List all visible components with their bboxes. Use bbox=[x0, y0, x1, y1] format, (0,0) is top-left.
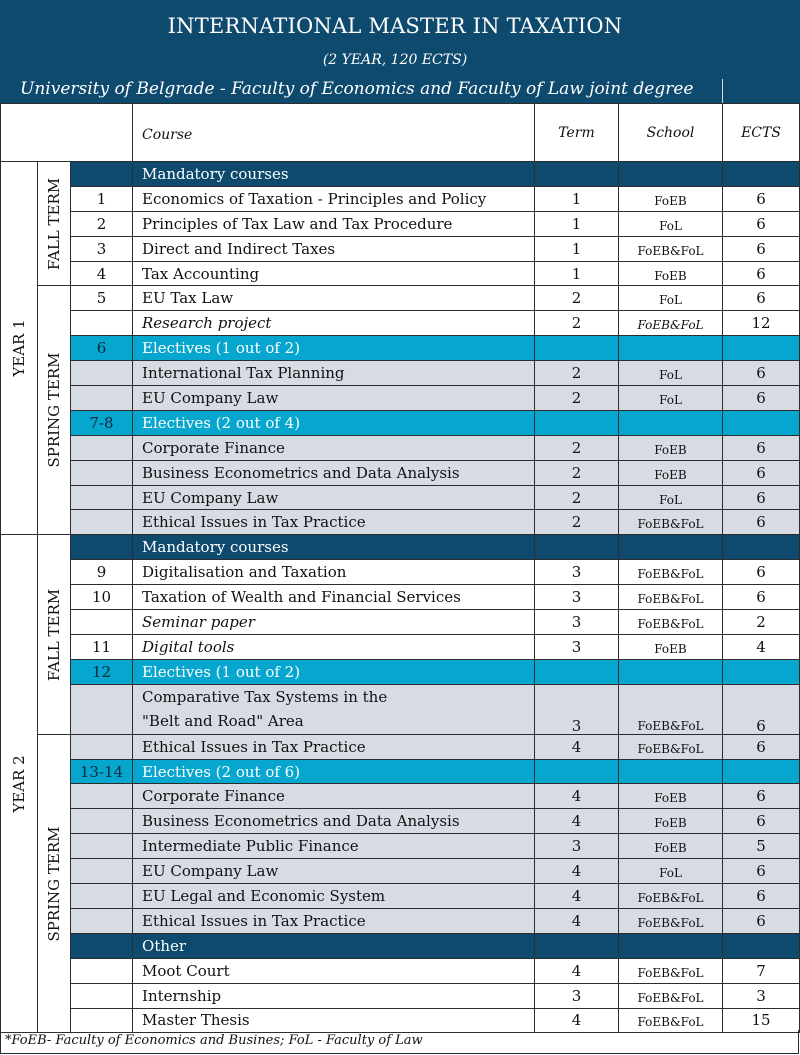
course-school: FoEB&FoL bbox=[619, 983, 723, 1008]
year-label-text: YEAR 2 bbox=[10, 755, 28, 813]
course-term: 4 bbox=[535, 784, 619, 809]
course-name: Master Thesis bbox=[133, 1008, 535, 1033]
section-row bbox=[1, 336, 800, 361]
course-ects: 6 bbox=[723, 460, 800, 485]
course-term: 3 bbox=[535, 585, 619, 610]
course-name: Business Econometrics and Data Analysis bbox=[133, 809, 535, 834]
row-number: 11 bbox=[71, 634, 133, 659]
course-ects: 6 bbox=[723, 485, 800, 510]
course-row bbox=[1, 236, 800, 261]
header-blank-cell bbox=[1, 104, 133, 162]
column-header-term: Term bbox=[535, 104, 619, 162]
course-name: Business Econometrics and Data Analysis bbox=[133, 460, 535, 485]
section-title: Electives (1 out of 2) bbox=[133, 336, 535, 361]
row-number: 6 bbox=[71, 336, 133, 361]
term-label-text: FALL TERM bbox=[45, 177, 63, 270]
course-name: Digital tools bbox=[133, 634, 535, 659]
section-blank bbox=[535, 535, 619, 560]
course-row bbox=[1, 859, 800, 884]
course-name: EU Company Law bbox=[133, 386, 535, 411]
term-label-text: SPRING TERM bbox=[45, 826, 63, 942]
section-row bbox=[1, 659, 800, 684]
course-school: FoEB bbox=[619, 784, 723, 809]
course-row bbox=[1, 261, 800, 286]
course-ects: 6 bbox=[723, 784, 800, 809]
course-ects: 12 bbox=[723, 311, 800, 336]
section-blank bbox=[619, 535, 723, 560]
row-number bbox=[71, 311, 133, 336]
row-number: 2 bbox=[71, 211, 133, 236]
course-school: FoEB&FoL bbox=[619, 684, 723, 734]
course-ects: 6 bbox=[723, 560, 800, 585]
course-school: FoEB&FoL bbox=[619, 734, 723, 759]
course-name: EU Company Law bbox=[133, 859, 535, 884]
course-name-line2: "Belt and Road" Area bbox=[142, 712, 304, 731]
section-blank bbox=[723, 759, 800, 784]
course-school: FoEB&FoL bbox=[619, 236, 723, 261]
row-number bbox=[71, 485, 133, 510]
section-title: Electives (2 out of 4) bbox=[133, 410, 535, 435]
column-header-school: School bbox=[619, 104, 723, 162]
course-term: 4 bbox=[535, 734, 619, 759]
course-term: 2 bbox=[535, 485, 619, 510]
course-school: FoEB&FoL bbox=[619, 1008, 723, 1033]
course-school: FoEB&FoL bbox=[619, 560, 723, 585]
term-label-text: SPRING TERM bbox=[45, 352, 63, 468]
course-name: EU Legal and Economic System bbox=[133, 884, 535, 909]
course-ects: 6 bbox=[723, 361, 800, 386]
section-row bbox=[1, 759, 800, 784]
section-blank bbox=[723, 162, 800, 187]
course-name: Ethical Issues in Tax Practice bbox=[133, 908, 535, 933]
section-blank bbox=[535, 162, 619, 187]
course-row bbox=[1, 908, 800, 933]
row-number bbox=[71, 809, 133, 834]
curriculum-table bbox=[0, 103, 800, 1033]
year-label-text: YEAR 1 bbox=[10, 319, 28, 377]
row-number bbox=[71, 908, 133, 933]
course-term: 4 bbox=[535, 908, 619, 933]
course-term: 1 bbox=[535, 186, 619, 211]
row-number bbox=[71, 684, 133, 734]
course-ects: 6 bbox=[723, 585, 800, 610]
row-number bbox=[71, 834, 133, 859]
course-ects: 6 bbox=[723, 236, 800, 261]
section-title: Mandatory courses bbox=[133, 535, 535, 560]
course-row bbox=[1, 734, 800, 759]
course-row bbox=[1, 684, 800, 734]
row-number bbox=[71, 460, 133, 485]
course-row bbox=[1, 610, 800, 635]
course-ects: 6 bbox=[723, 908, 800, 933]
course-name: Internship bbox=[133, 983, 535, 1008]
course-ects: 6 bbox=[723, 859, 800, 884]
course-ects: 7 bbox=[723, 958, 800, 983]
course-ects: 6 bbox=[723, 809, 800, 834]
page-header bbox=[0, 0, 800, 103]
course-school: FoEB bbox=[619, 186, 723, 211]
course-name: Research project bbox=[133, 311, 535, 336]
row-number: 10 bbox=[71, 585, 133, 610]
course-name bbox=[133, 684, 535, 734]
course-term: 4 bbox=[535, 1008, 619, 1033]
row-number bbox=[71, 734, 133, 759]
course-name: Digitalisation and Taxation bbox=[133, 560, 535, 585]
course-row bbox=[1, 211, 800, 236]
row-number bbox=[71, 162, 133, 187]
course-ects: 6 bbox=[723, 386, 800, 411]
course-row bbox=[1, 809, 800, 834]
section-blank bbox=[619, 162, 723, 187]
section-blank bbox=[723, 659, 800, 684]
row-number: 1 bbox=[71, 186, 133, 211]
section-blank bbox=[535, 759, 619, 784]
course-school: FoL bbox=[619, 859, 723, 884]
section-blank bbox=[619, 659, 723, 684]
section-row bbox=[1, 535, 800, 560]
row-number: 9 bbox=[71, 560, 133, 585]
course-ects: 6 bbox=[723, 435, 800, 460]
course-school: FoL bbox=[619, 211, 723, 236]
course-term: 2 bbox=[535, 311, 619, 336]
course-name: EU Tax Law bbox=[133, 286, 535, 311]
row-number bbox=[71, 983, 133, 1008]
course-school: FoEB&FoL bbox=[619, 311, 723, 336]
course-row bbox=[1, 958, 800, 983]
course-school: FoEB bbox=[619, 634, 723, 659]
course-name: Direct and Indirect Taxes bbox=[133, 236, 535, 261]
table-header-row bbox=[1, 104, 800, 162]
course-row bbox=[1, 834, 800, 859]
row-number bbox=[71, 784, 133, 809]
course-term: 4 bbox=[535, 958, 619, 983]
row-number bbox=[71, 884, 133, 909]
header-divider bbox=[722, 79, 723, 103]
course-row bbox=[1, 560, 800, 585]
course-ects: 6 bbox=[723, 734, 800, 759]
course-name: EU Company Law bbox=[133, 485, 535, 510]
course-term: 3 bbox=[535, 834, 619, 859]
course-ects: 6 bbox=[723, 684, 800, 734]
course-name-line1: Comparative Tax Systems in the bbox=[142, 688, 388, 707]
section-row bbox=[1, 162, 800, 187]
section-title: Electives (1 out of 2) bbox=[133, 659, 535, 684]
course-name: Corporate Finance bbox=[133, 784, 535, 809]
row-number bbox=[71, 510, 133, 535]
course-school: FoEB&FoL bbox=[619, 585, 723, 610]
row-number bbox=[71, 610, 133, 635]
course-name: Corporate Finance bbox=[133, 435, 535, 460]
course-school: FoL bbox=[619, 386, 723, 411]
course-school: FoL bbox=[619, 485, 723, 510]
course-row bbox=[1, 585, 800, 610]
section-blank bbox=[535, 410, 619, 435]
section-blank bbox=[619, 410, 723, 435]
course-name: Ethical Issues in Tax Practice bbox=[133, 734, 535, 759]
section-blank bbox=[535, 659, 619, 684]
section-title: Other bbox=[133, 933, 535, 958]
page-title: INTERNATIONAL MASTER IN TAXATION bbox=[167, 14, 623, 38]
course-term: 3 bbox=[535, 684, 619, 734]
term-label bbox=[38, 535, 71, 734]
course-term: 3 bbox=[535, 560, 619, 585]
section-blank bbox=[619, 933, 723, 958]
course-school: FoEB&FoL bbox=[619, 610, 723, 635]
course-term: 3 bbox=[535, 610, 619, 635]
course-school: FoEB bbox=[619, 460, 723, 485]
course-ects: 6 bbox=[723, 510, 800, 535]
course-term: 2 bbox=[535, 361, 619, 386]
course-name: Intermediate Public Finance bbox=[133, 834, 535, 859]
university-line: University of Belgrade - Faculty of Economics and Faculty of Law joint degree bbox=[20, 79, 694, 99]
course-row bbox=[1, 485, 800, 510]
course-term: 3 bbox=[535, 983, 619, 1008]
course-school: FoEB&FoL bbox=[619, 908, 723, 933]
section-title: Mandatory courses bbox=[133, 162, 535, 187]
course-row bbox=[1, 286, 800, 311]
course-name: Seminar paper bbox=[133, 610, 535, 635]
row-number: 5 bbox=[71, 286, 133, 311]
course-term: 3 bbox=[535, 634, 619, 659]
row-number bbox=[71, 535, 133, 560]
course-ects: 15 bbox=[723, 1008, 800, 1033]
column-header-ects: ECTS bbox=[723, 104, 800, 162]
course-name: Tax Accounting bbox=[133, 261, 535, 286]
course-name: Economics of Taxation - Principles and Policy bbox=[133, 186, 535, 211]
section-blank bbox=[723, 535, 800, 560]
course-name: Moot Court bbox=[133, 958, 535, 983]
section-blank bbox=[535, 933, 619, 958]
course-term: 1 bbox=[535, 236, 619, 261]
course-row bbox=[1, 634, 800, 659]
term-label-text: FALL TERM bbox=[45, 588, 63, 681]
term-label bbox=[38, 734, 71, 1033]
course-ects: 3 bbox=[723, 983, 800, 1008]
course-term: 4 bbox=[535, 859, 619, 884]
course-school: FoEB bbox=[619, 809, 723, 834]
row-number: 3 bbox=[71, 236, 133, 261]
course-school: FoEB&FoL bbox=[619, 958, 723, 983]
section-title: Electives (2 out of 6) bbox=[133, 759, 535, 784]
row-number: 12 bbox=[71, 659, 133, 684]
course-term: 2 bbox=[535, 435, 619, 460]
course-row bbox=[1, 983, 800, 1008]
section-blank bbox=[723, 933, 800, 958]
row-number bbox=[71, 958, 133, 983]
course-row bbox=[1, 186, 800, 211]
course-row bbox=[1, 460, 800, 485]
course-ects: 6 bbox=[723, 884, 800, 909]
column-header-course: Course bbox=[133, 104, 535, 162]
page-subtitle: (2 YEAR, 120 ECTS) bbox=[322, 52, 468, 68]
course-ects: 6 bbox=[723, 186, 800, 211]
course-term: 2 bbox=[535, 510, 619, 535]
course-school: FoL bbox=[619, 361, 723, 386]
course-ects: 6 bbox=[723, 211, 800, 236]
course-school: FoEB&FoL bbox=[619, 510, 723, 535]
course-row bbox=[1, 884, 800, 909]
row-number: 4 bbox=[71, 261, 133, 286]
section-blank bbox=[723, 410, 800, 435]
course-row bbox=[1, 435, 800, 460]
term-label bbox=[38, 162, 71, 286]
course-name: Ethical Issues in Tax Practice bbox=[133, 510, 535, 535]
course-row bbox=[1, 386, 800, 411]
section-row bbox=[1, 933, 800, 958]
section-blank bbox=[723, 336, 800, 361]
section-blank bbox=[535, 336, 619, 361]
year-label bbox=[1, 535, 38, 1033]
course-row bbox=[1, 311, 800, 336]
course-ects: 6 bbox=[723, 286, 800, 311]
course-ects: 6 bbox=[723, 261, 800, 286]
course-term: 2 bbox=[535, 286, 619, 311]
course-school: FoL bbox=[619, 286, 723, 311]
course-term: 4 bbox=[535, 809, 619, 834]
section-blank bbox=[619, 759, 723, 784]
course-name: Taxation of Wealth and Financial Services bbox=[133, 585, 535, 610]
course-term: 2 bbox=[535, 386, 619, 411]
row-number bbox=[71, 933, 133, 958]
course-school: FoEB bbox=[619, 261, 723, 286]
course-ects: 5 bbox=[723, 834, 800, 859]
course-row bbox=[1, 510, 800, 535]
row-number: 13-14 bbox=[71, 759, 133, 784]
row-number: 7-8 bbox=[71, 410, 133, 435]
course-school: FoEB&FoL bbox=[619, 884, 723, 909]
footnote: *FoEB- Faculty of Economics and Busines; FoL - Faculty of Law bbox=[0, 1030, 799, 1054]
course-name: International Tax Planning bbox=[133, 361, 535, 386]
course-term: 1 bbox=[535, 261, 619, 286]
row-number bbox=[71, 361, 133, 386]
row-number bbox=[71, 435, 133, 460]
course-term: 4 bbox=[535, 884, 619, 909]
course-school: FoEB bbox=[619, 834, 723, 859]
course-school: FoEB bbox=[619, 435, 723, 460]
year-label bbox=[1, 162, 38, 535]
course-name: Principles of Tax Law and Tax Procedure bbox=[133, 211, 535, 236]
section-blank bbox=[619, 336, 723, 361]
course-row bbox=[1, 361, 800, 386]
course-ects: 2 bbox=[723, 610, 800, 635]
row-number bbox=[71, 386, 133, 411]
course-term: 2 bbox=[535, 460, 619, 485]
course-row bbox=[1, 784, 800, 809]
term-label bbox=[38, 286, 71, 535]
row-number bbox=[71, 859, 133, 884]
section-row bbox=[1, 410, 800, 435]
course-term: 1 bbox=[535, 211, 619, 236]
course-ects: 4 bbox=[723, 634, 800, 659]
